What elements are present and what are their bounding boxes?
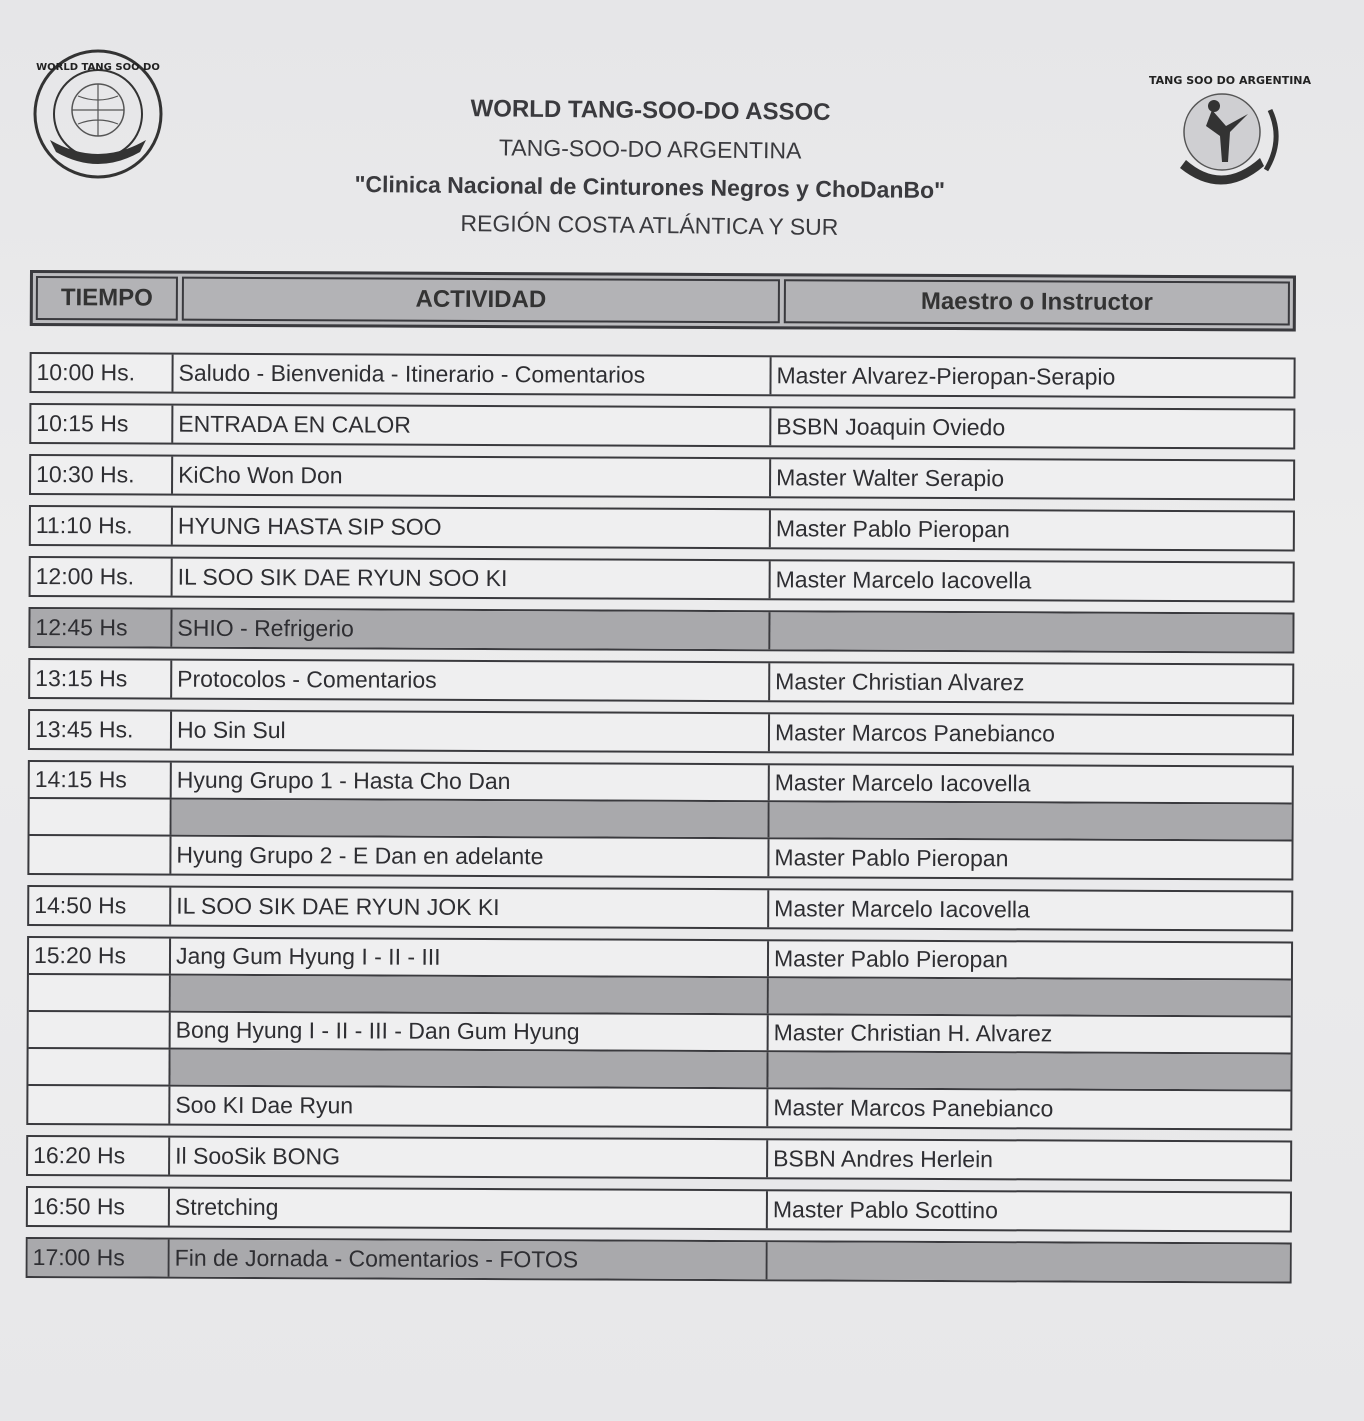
instructor-cell: Master Christian H. Alvarez bbox=[773, 1019, 1053, 1047]
table-row bbox=[31, 558, 1293, 601]
schedule-block bbox=[26, 936, 1293, 1131]
activity-cell: IL SOO SIK DAE RYUN JOK KI bbox=[171, 888, 769, 928]
instructor-cell bbox=[770, 802, 1292, 839]
table-row bbox=[28, 1188, 1290, 1231]
table-row bbox=[30, 609, 1292, 652]
time-cell bbox=[28, 1086, 170, 1124]
header-title: WORLD TANG-SOO-DO ASSOC bbox=[470, 95, 831, 126]
table-row bbox=[31, 456, 1293, 499]
activity-cell: Stretching bbox=[170, 1189, 768, 1229]
schedule-block bbox=[26, 1135, 1292, 1182]
activity-cell bbox=[171, 976, 769, 1014]
activity-cell: Fin de Jornada - Comentarios - FOTOS bbox=[170, 1240, 768, 1280]
table-row bbox=[31, 405, 1293, 448]
activity-cell: Saludo - Bienvenida - Itinerario - Comentarios bbox=[173, 355, 771, 395]
schedule-block bbox=[29, 505, 1295, 552]
activity-cell: Hyung Grupo 1 - Hasta Cho Dan bbox=[172, 763, 770, 801]
schedule-table bbox=[26, 270, 1296, 1294]
schedule-block bbox=[27, 885, 1293, 932]
instructor-cell bbox=[768, 1052, 1290, 1089]
table-row bbox=[28, 1137, 1290, 1180]
instructor-cell: Master Marcelo Iacovella bbox=[775, 566, 1032, 594]
instructor-cell bbox=[770, 612, 1292, 651]
schedule-block bbox=[28, 607, 1294, 654]
document-header bbox=[299, 88, 1001, 247]
table-row bbox=[29, 887, 1291, 930]
activity-cell: SHIO - Refrigerio bbox=[172, 610, 770, 650]
activity-cell: ENTRADA EN CALOR bbox=[173, 406, 771, 446]
activity-cell: IL SOO SIK DAE RYUN SOO KI bbox=[173, 559, 771, 599]
schedule-block bbox=[29, 454, 1295, 501]
instructor-cell bbox=[769, 978, 1291, 1015]
schedule-block bbox=[28, 658, 1294, 705]
table-row bbox=[29, 836, 1291, 879]
activity-cell: KiCho Won Don bbox=[173, 457, 771, 497]
time-cell: 13:15 Hs bbox=[30, 660, 172, 698]
instructor-cell bbox=[768, 1242, 1290, 1281]
header-event-name: "Clinica Nacional de Cinturones Negros y ChoDanBo" bbox=[354, 170, 946, 204]
table-row bbox=[29, 975, 1291, 1018]
table-row bbox=[28, 1086, 1290, 1129]
time-cell bbox=[30, 799, 172, 835]
svg-text:WORLD TANG SOO DO: WORLD TANG SOO DO bbox=[36, 62, 160, 73]
instructor-cell: Master Marcos Panebianco bbox=[773, 1094, 1054, 1122]
table-row bbox=[30, 660, 1292, 703]
activity-cell: Jang Gum Hyung I - II - III bbox=[171, 939, 769, 977]
time-cell: 14:50 Hs bbox=[29, 887, 171, 925]
world-tang-soo-do-seal-logo bbox=[32, 48, 164, 180]
header-col-time: TIEMPO bbox=[36, 276, 178, 321]
instructor-cell: Master Pablo Scottino bbox=[772, 1196, 998, 1224]
time-cell: 10:00 Hs. bbox=[31, 354, 173, 392]
header-col-instructor: Maestro o Instructor bbox=[784, 279, 1290, 325]
header-col-activity: ACTIVIDAD bbox=[182, 277, 780, 324]
table-row bbox=[28, 1049, 1290, 1092]
schedule-block bbox=[26, 1237, 1292, 1284]
header-region: REGIÓN COSTA ATLÁNTICA Y SUR bbox=[460, 210, 839, 240]
schedule-block bbox=[29, 403, 1295, 450]
activity-cell: Ho Sin Sul bbox=[172, 712, 770, 752]
time-cell: 16:50 Hs bbox=[28, 1188, 170, 1226]
instructor-cell: Master Pablo Pieropan bbox=[774, 844, 1009, 872]
activity-cell: Bong Hyung I - II - III - Dan Gum Hyung bbox=[171, 1013, 769, 1051]
time-cell: 13:45 Hs. bbox=[30, 711, 172, 749]
schedule-block bbox=[28, 709, 1294, 756]
activity-cell: Il SooSik BONG bbox=[170, 1138, 768, 1178]
time-cell: 16:20 Hs bbox=[28, 1137, 170, 1175]
table-row bbox=[31, 354, 1293, 397]
table-row bbox=[29, 938, 1291, 981]
table-row bbox=[31, 507, 1293, 550]
svg-text:TANG SOO DO ARGENTINA: TANG SOO DO ARGENTINA bbox=[1148, 74, 1312, 87]
instructor-cell: Master Marcos Panebianco bbox=[774, 719, 1056, 747]
instructor-cell: BSBN Joaquin Oviedo bbox=[776, 413, 1006, 441]
instructor-cell: Master Marcelo Iacovella bbox=[774, 769, 1031, 797]
table-header bbox=[30, 270, 1296, 332]
schedule-block bbox=[27, 760, 1293, 881]
activity-cell bbox=[172, 800, 770, 838]
instructor-cell: Master Alvarez-Pieropan-Serapio bbox=[776, 362, 1116, 390]
instructor-cell: Master Pablo Pieropan bbox=[775, 515, 1010, 543]
schedule-block bbox=[29, 556, 1295, 603]
schedule-block bbox=[26, 1186, 1292, 1233]
instructor-cell: BSBN Andres Herlein bbox=[773, 1145, 994, 1173]
activity-cell: Soo KI Dae Ryun bbox=[170, 1087, 768, 1127]
tang-soo-do-argentina-logo bbox=[1148, 70, 1312, 208]
time-cell bbox=[29, 1012, 171, 1048]
time-cell bbox=[28, 1049, 170, 1085]
instructor-cell: Master Walter Serapio bbox=[776, 464, 1005, 492]
table-row bbox=[28, 1239, 1290, 1282]
table-row bbox=[30, 799, 1292, 842]
time-cell: 14:15 Hs bbox=[30, 762, 172, 798]
table-body bbox=[26, 352, 1296, 1284]
table-row bbox=[29, 1012, 1291, 1055]
instructor-cell: Master Marcelo Iacovella bbox=[774, 895, 1030, 923]
table-row bbox=[30, 711, 1292, 754]
instructor-cell: Master Christian Alvarez bbox=[775, 668, 1025, 696]
time-cell: 15:20 Hs bbox=[29, 938, 171, 974]
time-cell: 10:15 Hs bbox=[31, 405, 173, 443]
schedule-block bbox=[29, 352, 1295, 399]
activity-cell: Hyung Grupo 2 - E Dan en adelante bbox=[171, 837, 769, 877]
table-row bbox=[30, 762, 1292, 805]
time-cell: 10:30 Hs. bbox=[31, 456, 173, 494]
activity-cell bbox=[170, 1050, 768, 1088]
time-cell: 12:45 Hs bbox=[30, 609, 172, 647]
time-cell: 11:10 Hs. bbox=[31, 507, 173, 545]
time-cell bbox=[29, 836, 171, 874]
activity-cell: HYUNG HASTA SIP SOO bbox=[173, 508, 771, 548]
time-cell: 12:00 Hs. bbox=[31, 558, 173, 596]
activity-cell: Protocolos - Comentarios bbox=[172, 661, 770, 701]
instructor-cell: Master Pablo Pieropan bbox=[773, 945, 1009, 973]
time-cell: 17:00 Hs bbox=[28, 1239, 170, 1277]
time-cell bbox=[29, 975, 171, 1011]
header-subtitle: TANG-SOO-DO ARGENTINA bbox=[498, 134, 802, 164]
